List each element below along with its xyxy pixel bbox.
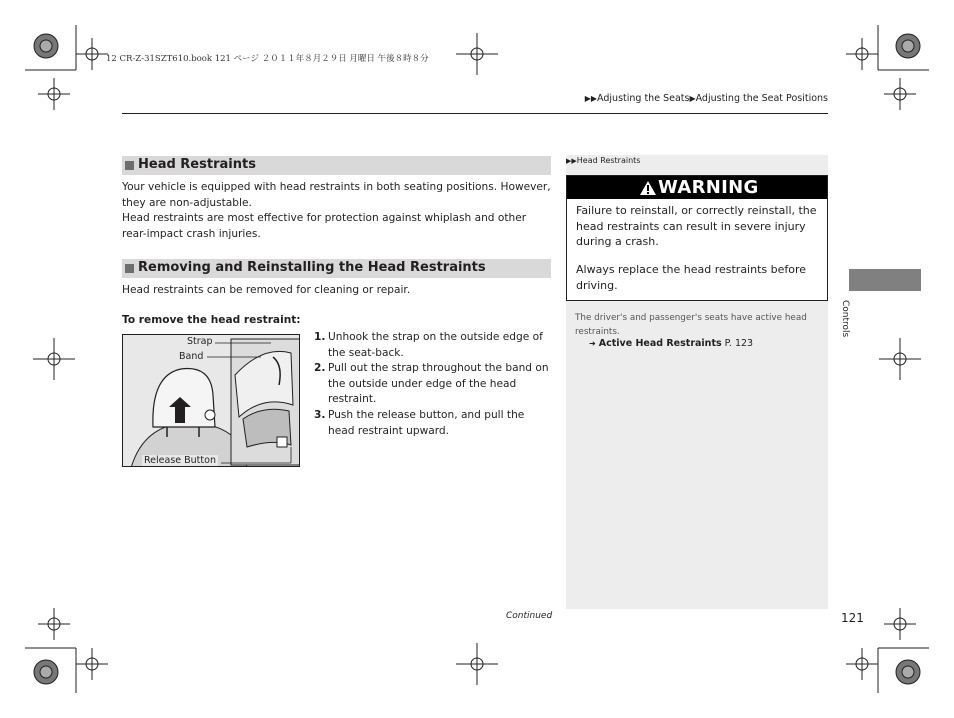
step-item [314,361,554,408]
section-square-icon [125,264,134,273]
step-text: Pull out the strap throughout the band on the outside under edge of the head restraint. [328,362,549,406]
label-release-button: Release Button [144,455,216,466]
breadcrumb-item-adjusting-seats[interactable]: Adjusting the Seats [597,93,690,104]
subheading: To remove the head restraint: [122,314,301,326]
side-note-title: Head Restraints [576,156,641,165]
section-title: Head Restraints [138,157,256,172]
seat-drawing [123,335,300,467]
warning-box [566,175,828,301]
double-arrow-icon: ▶▶ [584,94,598,103]
warning-header [567,176,827,199]
step-text: Push the release button, and pull the head restraint upward. [328,408,525,437]
side-note-text: The driver's and passenger's seats have active head restraints. [575,313,807,337]
label-band: Band [179,351,204,362]
link-arrow-icon: ➜ [589,339,596,348]
print-header: 12 CR-Z-31SZT610.book 121 ページ ２０１１年８月２９日 月曜日 午後８時８分 [106,54,429,64]
continued-label: Continued [506,611,553,621]
reference-icon: ▶▶ [566,157,577,165]
side-note-reference [566,156,640,165]
paragraph: Head restraints are most effective for protection against whiplash and other rear-impact crash injuries. [122,212,527,240]
step-item [314,330,554,361]
page-number: 121 [841,611,864,625]
steps-list [314,330,554,439]
step-item [314,408,554,439]
chapter-tab[interactable] [849,269,921,291]
link-label[interactable]: Active Head Restraints [598,338,722,349]
warning-text: Always replace the head restraints before driving. [576,263,807,292]
header-rule [122,113,828,114]
link-page[interactable]: P. 123 [724,338,754,349]
section-head-restraints [122,156,551,175]
warning-heading: WARNING [658,177,759,198]
breadcrumb-item-seat-positions[interactable]: Adjusting the Seat Positions [695,93,828,104]
section-square-icon [125,161,134,170]
section-title: Removing and Reinstalling the Head Restraints [138,260,486,275]
arrow-icon: ▶ [689,94,696,103]
label-strap: Strap [187,336,213,347]
paragraph: Head restraints can be removed for cleaning or repair. [122,284,411,296]
head-restraint-illustration [122,334,300,467]
breadcrumb [585,93,828,104]
cross-reference-link[interactable] [589,338,753,349]
step-number: 1. [314,331,326,343]
step-number: 3. [314,408,326,421]
chapter-label: Controls [840,300,850,338]
paragraph: Your vehicle is equipped with head restraints in both seating positions. However, they are non-adjustable. [122,181,551,209]
warning-text: Failure to reinstall, or correctly reinstall, the head restraints can result in severe injury during a crash. [576,204,817,249]
warning-triangle-icon [639,180,657,196]
section-removing-reinstalling [122,259,551,278]
step-text: Unhook the strap on the outside edge of the seat-back. [328,331,543,359]
step-number: 2. [314,362,326,375]
